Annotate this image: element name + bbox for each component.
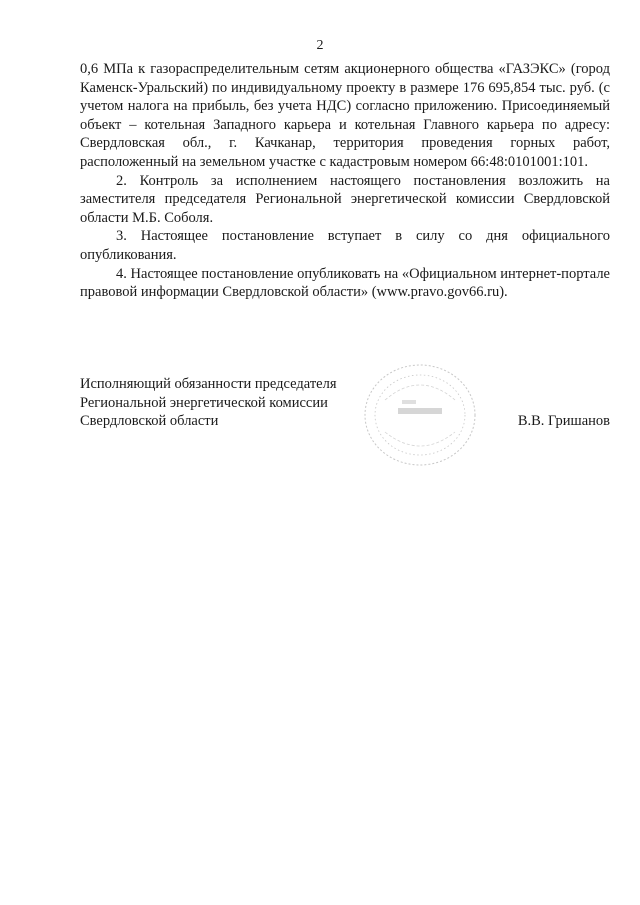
- position-line-1: Исполняющий обязанности председателя: [80, 376, 337, 392]
- signatory-name: В.В. Гришанов: [517, 413, 610, 429]
- signature-block: [80, 375, 610, 455]
- position-line-3: Свердловской области: [80, 413, 219, 430]
- paragraph-1: 0,6 МПа к газораспределительным сетям акционерного общества «ГАЗЭКС» (город Каменск-Уральский) по индивидуальному проекту в размере 176 695,854 тыс. руб. (с учетом налога на прибыль, без учета НДС) согласно приложению. Присоединяемый объект – котельная Западного карьера и котельная Главного карьера по адресу: Свердловская обл., г. Качканар, территория проведения горных работ, расположенный на земельном участке с кадастровым номером 66:48:0101001:101.: [80, 61, 610, 170]
- document-body: [80, 60, 610, 302]
- page-number: 2: [316, 38, 324, 53]
- paragraph-2: 2. Контроль за исполнением настоящего постановления возложить на заместителя председателя Региональной энергетической комиссии Свердловской области М.Б. Соболя.: [80, 172, 610, 226]
- position-line-2: Региональной энергетической комиссии: [80, 394, 328, 411]
- paragraph-4: 4. Настоящее постановление опубликовать на «Официальном интернет-портале правовой информации Свердловской области» (www.pravo.gov66.ru).: [80, 265, 610, 301]
- signatory-position: [80, 375, 370, 431]
- paragraph-3: 3. Настоящее постановление вступает в силу со дня официального опубликования.: [80, 228, 610, 263]
